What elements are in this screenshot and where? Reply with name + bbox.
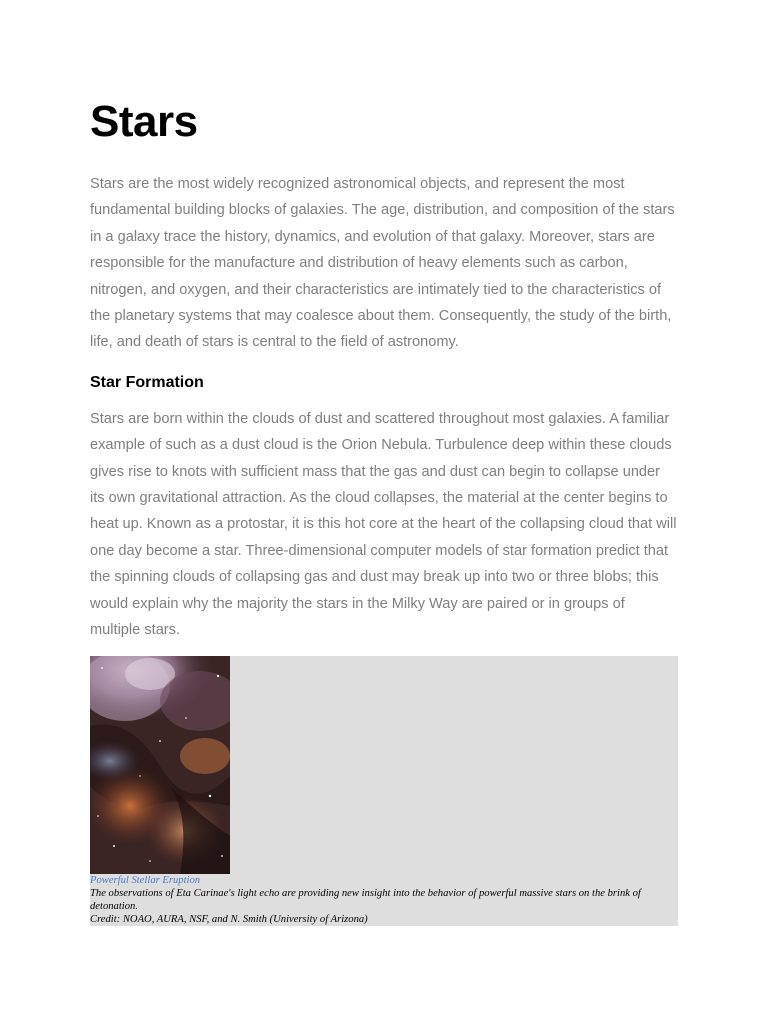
- section-paragraph: Stars are born within the clouds of dust and scattered throughout most galaxies. A familiar example of such as a dust cloud is the Orion Nebula. Turbulence deep within these clouds gives rise to knots with sufficient mass that the gas and dust can begin to collapse under its own gravitational attraction. As the cloud collapses, the material at the center begins to heat up. Known as a protostar, it is this hot core at the heart of the collapsing cloud that will one day become a star. Three-dimensional computer models of star formation predict that the spinning clouds of collapsing gas and dust may break up into two or three blobs; this would explain why the majority the stars in the Milky Way are paired or in groups of multiple stars.: [90, 410, 677, 639]
- nebula-image: [90, 656, 230, 874]
- figure-box: [90, 656, 678, 926]
- caption-text: The observations of Eta Carinae's light echo are providing new insight into the behavior of powerful massive stars on the brink of detonation.: [90, 888, 641, 912]
- intro-paragraph: Stars are the most widely recognized astronomical objects, and represent the most fundamental building blocks of galaxies. The age, distribution, and composition of the stars in a galaxy trace the history, dynamics, and evolution of that galaxy. Moreover, stars are responsible for the manufacture and distribution of heavy elements such as carbon, nitrogen, and oxygen, and their characteristics are intimately tied to the characteristics of the planetary systems that may coalesce about them. Consequently, the study of the birth, life, and death of stars is central to the field of astronomy.: [90, 176, 675, 351]
- figure-caption: [90, 874, 678, 926]
- section-heading: Star Formation: [90, 373, 204, 391]
- caption-title-link[interactable]: Powerful Stellar Eruption: [90, 875, 201, 886]
- article: [90, 92, 678, 644]
- page-title: Stars: [90, 97, 198, 146]
- caption-credit: Credit: NOAO, AURA, NSF, and N. Smith (University of Arizona): [90, 914, 368, 925]
